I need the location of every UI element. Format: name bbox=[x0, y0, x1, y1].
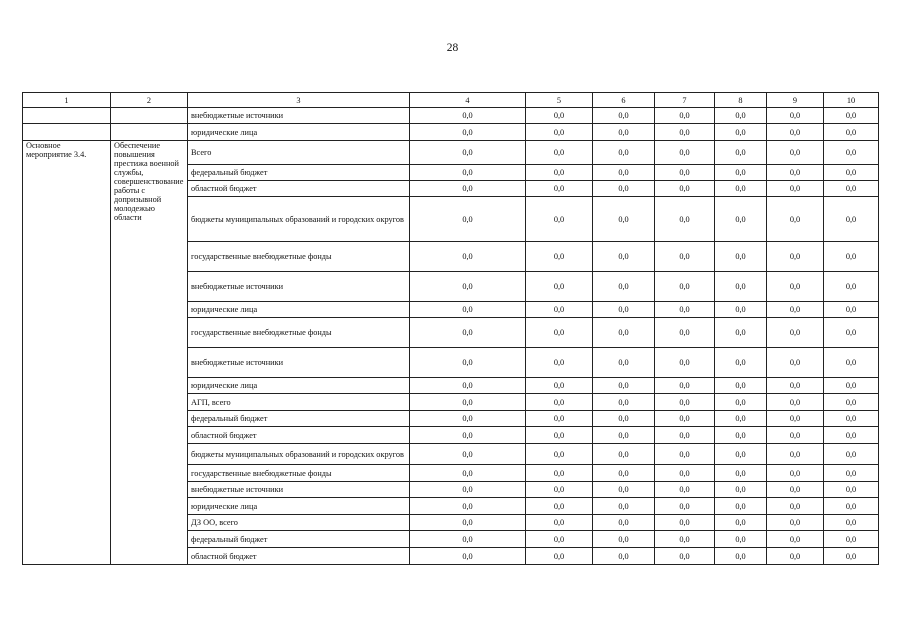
value-cell: 0,0 bbox=[767, 108, 824, 124]
value-cell: 0,0 bbox=[715, 242, 767, 272]
value-cell: 0,0 bbox=[655, 272, 715, 302]
funding-source-label: областной бюджет bbox=[188, 427, 410, 444]
value-cell: 0,0 bbox=[593, 394, 655, 411]
value-cell: 0,0 bbox=[715, 318, 767, 348]
value-cell: 0,0 bbox=[655, 302, 715, 318]
value-cell: 0,0 bbox=[410, 197, 526, 242]
value-cell: 0,0 bbox=[593, 465, 655, 482]
value-cell: 0,0 bbox=[715, 427, 767, 444]
value-cell: 0,0 bbox=[526, 498, 593, 515]
funding-source-label: государственные внебюджетные фонды bbox=[188, 465, 410, 482]
value-cell: 0,0 bbox=[593, 498, 655, 515]
value-cell: 0,0 bbox=[655, 318, 715, 348]
value-cell: 0,0 bbox=[655, 411, 715, 427]
funding-source-label: областной бюджет bbox=[188, 548, 410, 565]
value-cell: 0,0 bbox=[824, 378, 879, 394]
value-cell: 0,0 bbox=[593, 318, 655, 348]
value-cell: 0,0 bbox=[767, 427, 824, 444]
value-cell: 0,0 bbox=[824, 348, 879, 378]
value-cell: 0,0 bbox=[715, 394, 767, 411]
value-cell: 0,0 bbox=[526, 531, 593, 548]
value-cell: 0,0 bbox=[410, 242, 526, 272]
value-cell: 0,0 bbox=[526, 124, 593, 141]
funding-source-label: бюджеты муниципальных образований и городских округов bbox=[188, 444, 410, 465]
funding-source-label: государственные внебюджетные фонды bbox=[188, 242, 410, 272]
blank-cell-col1 bbox=[23, 124, 111, 141]
value-cell: 0,0 bbox=[655, 548, 715, 565]
value-cell: 0,0 bbox=[715, 181, 767, 197]
funding-source-label: внебюджетные источники bbox=[188, 108, 410, 124]
value-cell: 0,0 bbox=[593, 444, 655, 465]
value-cell: 0,0 bbox=[655, 348, 715, 378]
value-cell: 0,0 bbox=[593, 197, 655, 242]
value-cell: 0,0 bbox=[824, 318, 879, 348]
value-cell: 0,0 bbox=[824, 272, 879, 302]
value-cell: 0,0 bbox=[767, 348, 824, 378]
value-cell: 0,0 bbox=[593, 242, 655, 272]
event-description: Обеспечение повышения престижа военной службы, совершенствование работы с допризывной молодежью области bbox=[111, 141, 188, 565]
value-cell: 0,0 bbox=[526, 108, 593, 124]
value-cell: 0,0 bbox=[824, 108, 879, 124]
value-cell: 0,0 bbox=[824, 197, 879, 242]
value-cell: 0,0 bbox=[410, 165, 526, 181]
value-cell: 0,0 bbox=[593, 482, 655, 498]
value-cell: 0,0 bbox=[767, 378, 824, 394]
funding-source-label: областной бюджет bbox=[188, 181, 410, 197]
value-cell: 0,0 bbox=[715, 348, 767, 378]
value-cell: 0,0 bbox=[715, 515, 767, 531]
value-cell: 0,0 bbox=[526, 197, 593, 242]
funding-source-label: юридические лица bbox=[188, 302, 410, 318]
table-row bbox=[23, 124, 879, 141]
value-cell: 0,0 bbox=[526, 411, 593, 427]
value-cell: 0,0 bbox=[593, 548, 655, 565]
value-cell: 0,0 bbox=[593, 181, 655, 197]
value-cell: 0,0 bbox=[526, 465, 593, 482]
value-cell: 0,0 bbox=[655, 181, 715, 197]
value-cell: 0,0 bbox=[655, 197, 715, 242]
value-cell: 0,0 bbox=[526, 318, 593, 348]
value-cell: 0,0 bbox=[715, 411, 767, 427]
value-cell: 0,0 bbox=[410, 531, 526, 548]
value-cell: 0,0 bbox=[526, 348, 593, 378]
table-body bbox=[23, 108, 879, 565]
funding-source-label: внебюджетные источники bbox=[188, 348, 410, 378]
event-name: Основное мероприятие 3.4. bbox=[23, 141, 111, 565]
value-cell: 0,0 bbox=[526, 515, 593, 531]
value-cell: 0,0 bbox=[824, 465, 879, 482]
funding-source-label: бюджеты муниципальных образований и городских округов bbox=[188, 197, 410, 242]
value-cell: 0,0 bbox=[526, 165, 593, 181]
value-cell: 0,0 bbox=[767, 318, 824, 348]
value-cell: 0,0 bbox=[410, 181, 526, 197]
value-cell: 0,0 bbox=[824, 498, 879, 515]
funding-source-label: федеральный бюджет bbox=[188, 165, 410, 181]
budget-table bbox=[22, 92, 879, 565]
value-cell: 0,0 bbox=[715, 197, 767, 242]
value-cell: 0,0 bbox=[526, 444, 593, 465]
value-cell: 0,0 bbox=[593, 108, 655, 124]
value-cell: 0,0 bbox=[410, 427, 526, 444]
blank-cell-col2 bbox=[111, 124, 188, 141]
page-number: 28 bbox=[446, 42, 459, 54]
value-cell: 0,0 bbox=[767, 242, 824, 272]
value-cell: 0,0 bbox=[655, 465, 715, 482]
value-cell: 0,0 bbox=[655, 108, 715, 124]
value-cell: 0,0 bbox=[767, 548, 824, 565]
value-cell: 0,0 bbox=[593, 427, 655, 444]
value-cell: 0,0 bbox=[824, 515, 879, 531]
column-header: 3 bbox=[188, 93, 410, 108]
value-cell: 0,0 bbox=[767, 515, 824, 531]
value-cell: 0,0 bbox=[824, 242, 879, 272]
value-cell: 0,0 bbox=[593, 124, 655, 141]
column-header: 10 bbox=[824, 93, 879, 108]
value-cell: 0,0 bbox=[655, 498, 715, 515]
value-cell: 0,0 bbox=[410, 482, 526, 498]
funding-source-label: внебюджетные источники bbox=[188, 272, 410, 302]
value-cell: 0,0 bbox=[593, 141, 655, 165]
column-number-row bbox=[23, 93, 879, 108]
value-cell: 0,0 bbox=[767, 124, 824, 141]
value-cell: 0,0 bbox=[655, 378, 715, 394]
value-cell: 0,0 bbox=[715, 378, 767, 394]
value-cell: 0,0 bbox=[526, 181, 593, 197]
value-cell: 0,0 bbox=[410, 411, 526, 427]
value-cell: 0,0 bbox=[767, 141, 824, 165]
value-cell: 0,0 bbox=[410, 108, 526, 124]
column-header: 6 bbox=[593, 93, 655, 108]
value-cell: 0,0 bbox=[655, 444, 715, 465]
value-cell: 0,0 bbox=[715, 165, 767, 181]
funding-source-label: АГП, всего bbox=[188, 394, 410, 411]
value-cell: 0,0 bbox=[655, 482, 715, 498]
value-cell: 0,0 bbox=[655, 165, 715, 181]
value-cell: 0,0 bbox=[655, 124, 715, 141]
value-cell: 0,0 bbox=[824, 411, 879, 427]
value-cell: 0,0 bbox=[526, 141, 593, 165]
value-cell: 0,0 bbox=[410, 515, 526, 531]
value-cell: 0,0 bbox=[410, 318, 526, 348]
funding-source-label: внебюджетные источники bbox=[188, 482, 410, 498]
value-cell: 0,0 bbox=[526, 242, 593, 272]
column-header: 5 bbox=[526, 93, 593, 108]
value-cell: 0,0 bbox=[410, 394, 526, 411]
value-cell: 0,0 bbox=[767, 411, 824, 427]
column-header: 9 bbox=[767, 93, 824, 108]
funding-source-label: юридические лица bbox=[188, 124, 410, 141]
value-cell: 0,0 bbox=[824, 394, 879, 411]
value-cell: 0,0 bbox=[824, 165, 879, 181]
value-cell: 0,0 bbox=[593, 302, 655, 318]
value-cell: 0,0 bbox=[655, 515, 715, 531]
value-cell: 0,0 bbox=[655, 242, 715, 272]
value-cell: 0,0 bbox=[715, 498, 767, 515]
funding-source-label: государственные внебюджетные фонды bbox=[188, 318, 410, 348]
table-row bbox=[23, 141, 879, 165]
value-cell: 0,0 bbox=[655, 394, 715, 411]
value-cell: 0,0 bbox=[767, 302, 824, 318]
value-cell: 0,0 bbox=[655, 427, 715, 444]
value-cell: 0,0 bbox=[715, 302, 767, 318]
value-cell: 0,0 bbox=[526, 548, 593, 565]
value-cell: 0,0 bbox=[824, 444, 879, 465]
value-cell: 0,0 bbox=[715, 531, 767, 548]
column-header: 7 bbox=[655, 93, 715, 108]
blank-cell-col1 bbox=[23, 108, 111, 124]
value-cell: 0,0 bbox=[715, 141, 767, 165]
value-cell: 0,0 bbox=[767, 498, 824, 515]
value-cell: 0,0 bbox=[715, 465, 767, 482]
value-cell: 0,0 bbox=[410, 272, 526, 302]
funding-source-label: Всего bbox=[188, 141, 410, 165]
value-cell: 0,0 bbox=[593, 348, 655, 378]
table-row bbox=[23, 108, 879, 124]
value-cell: 0,0 bbox=[655, 531, 715, 548]
value-cell: 0,0 bbox=[593, 515, 655, 531]
column-header: 4 bbox=[410, 93, 526, 108]
value-cell: 0,0 bbox=[410, 548, 526, 565]
funding-source-label: федеральный бюджет bbox=[188, 531, 410, 548]
value-cell: 0,0 bbox=[410, 465, 526, 482]
value-cell: 0,0 bbox=[824, 124, 879, 141]
value-cell: 0,0 bbox=[824, 181, 879, 197]
value-cell: 0,0 bbox=[767, 482, 824, 498]
value-cell: 0,0 bbox=[410, 444, 526, 465]
value-cell: 0,0 bbox=[767, 465, 824, 482]
funding-source-label: юридические лица bbox=[188, 378, 410, 394]
value-cell: 0,0 bbox=[526, 302, 593, 318]
value-cell: 0,0 bbox=[767, 181, 824, 197]
value-cell: 0,0 bbox=[526, 378, 593, 394]
column-header: 8 bbox=[715, 93, 767, 108]
funding-source-label: юридические лица bbox=[188, 498, 410, 515]
value-cell: 0,0 bbox=[410, 348, 526, 378]
blank-cell-col2 bbox=[111, 108, 188, 124]
value-cell: 0,0 bbox=[715, 482, 767, 498]
value-cell: 0,0 bbox=[410, 141, 526, 165]
value-cell: 0,0 bbox=[593, 378, 655, 394]
value-cell: 0,0 bbox=[824, 548, 879, 565]
column-header: 2 bbox=[111, 93, 188, 108]
value-cell: 0,0 bbox=[824, 302, 879, 318]
value-cell: 0,0 bbox=[526, 482, 593, 498]
value-cell: 0,0 bbox=[593, 531, 655, 548]
value-cell: 0,0 bbox=[410, 124, 526, 141]
value-cell: 0,0 bbox=[767, 272, 824, 302]
funding-source-label: ДЗ ОО, всего bbox=[188, 515, 410, 531]
value-cell: 0,0 bbox=[655, 141, 715, 165]
value-cell: 0,0 bbox=[410, 302, 526, 318]
value-cell: 0,0 bbox=[767, 165, 824, 181]
value-cell: 0,0 bbox=[824, 482, 879, 498]
column-header: 1 bbox=[23, 93, 111, 108]
value-cell: 0,0 bbox=[526, 394, 593, 411]
value-cell: 0,0 bbox=[767, 197, 824, 242]
value-cell: 0,0 bbox=[593, 272, 655, 302]
value-cell: 0,0 bbox=[767, 444, 824, 465]
value-cell: 0,0 bbox=[410, 498, 526, 515]
value-cell: 0,0 bbox=[715, 548, 767, 565]
value-cell: 0,0 bbox=[715, 272, 767, 302]
value-cell: 0,0 bbox=[715, 108, 767, 124]
value-cell: 0,0 bbox=[593, 165, 655, 181]
value-cell: 0,0 bbox=[824, 427, 879, 444]
value-cell: 0,0 bbox=[526, 272, 593, 302]
value-cell: 0,0 bbox=[824, 141, 879, 165]
value-cell: 0,0 bbox=[526, 427, 593, 444]
value-cell: 0,0 bbox=[767, 394, 824, 411]
value-cell: 0,0 bbox=[715, 124, 767, 141]
value-cell: 0,0 bbox=[824, 531, 879, 548]
value-cell: 0,0 bbox=[767, 531, 824, 548]
value-cell: 0,0 bbox=[715, 444, 767, 465]
funding-source-label: федеральный бюджет bbox=[188, 411, 410, 427]
value-cell: 0,0 bbox=[410, 378, 526, 394]
value-cell: 0,0 bbox=[593, 411, 655, 427]
